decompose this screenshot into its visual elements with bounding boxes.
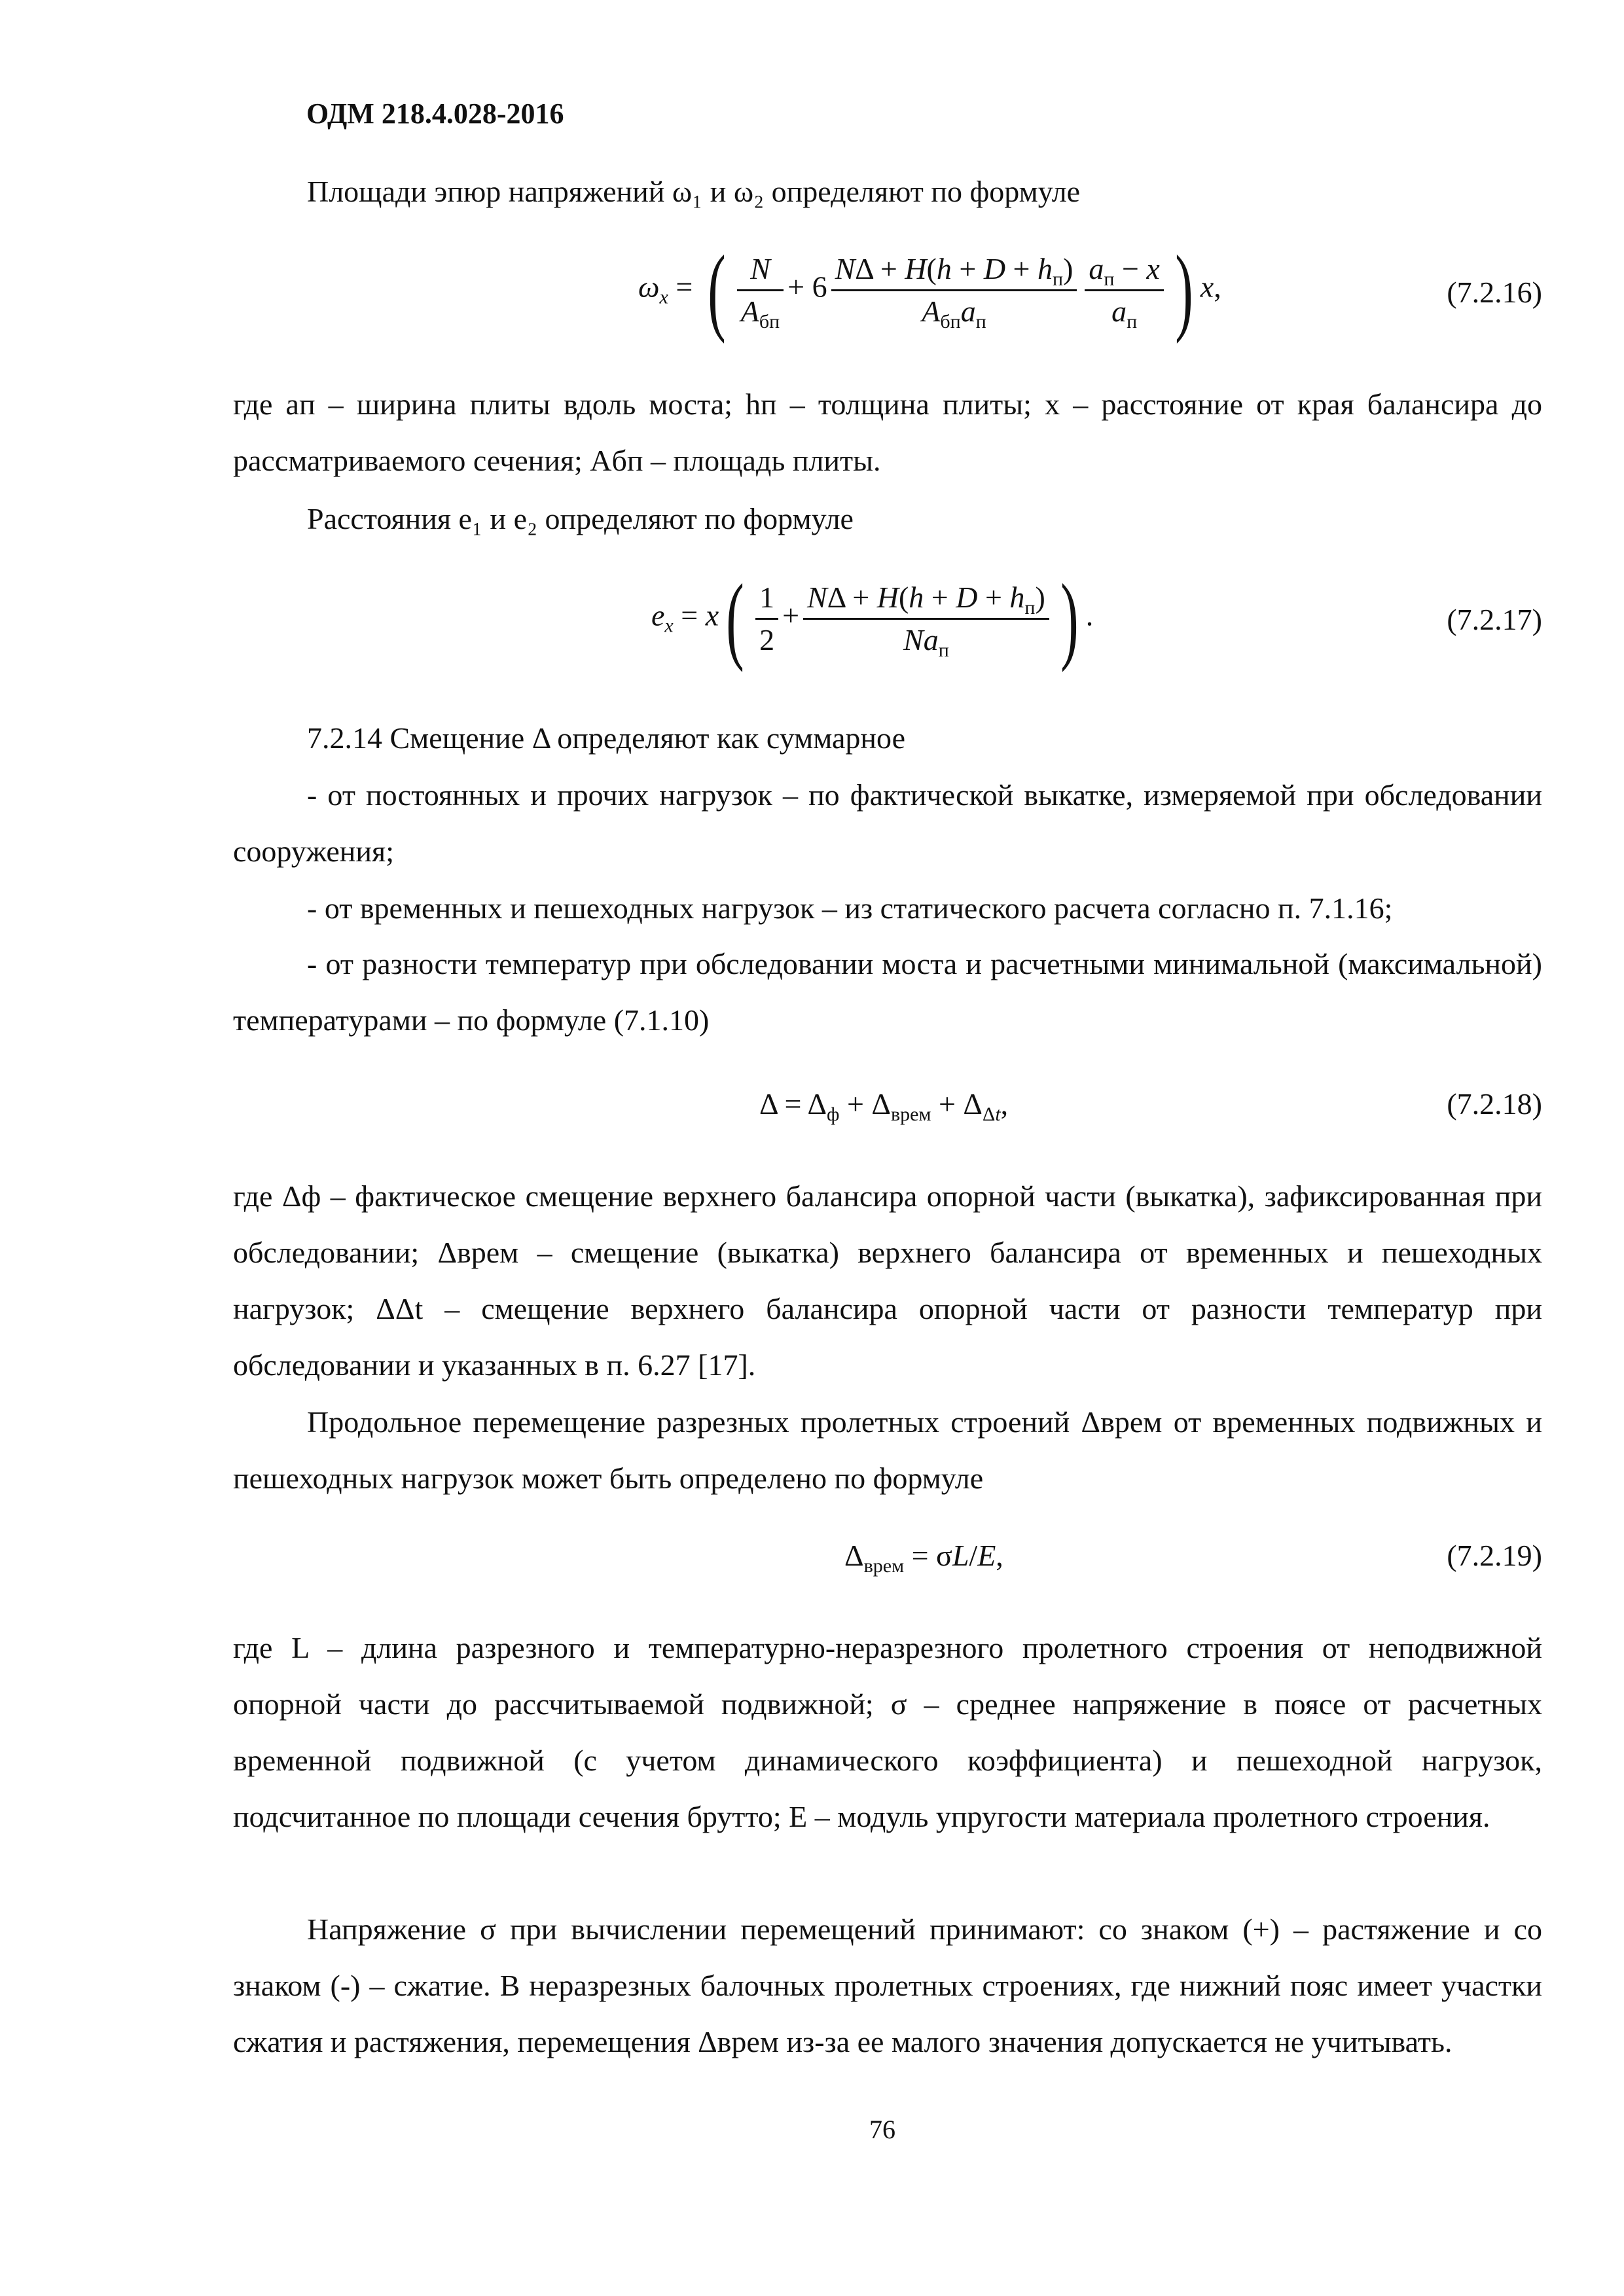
equation-number: (7.2.16) [1447, 276, 1542, 309]
formula-7-2-18: $\Delta = \Delta_ф + \Delta_{врем} + \Delta_{\Delta t}$, [759, 1087, 1009, 1125]
paragraph-longitudinal-move: Продольное перемещение разрезных пролетных строений Δврем от временных подвижных и пешеходных нагрузок может быть определено по формуле [233, 1405, 1542, 1495]
formula-7-2-19: $\Delta_{врем} = \sigma L/E$, [844, 1539, 1003, 1577]
list-item-permanent-loads: - от постоянных и прочих нагрузок – по фактической выкатке, измеряемой при обследовании сооружения; [233, 778, 1542, 868]
equation-number: (7.2.19) [1447, 1539, 1542, 1572]
paragraph-distances-intro: Расстояния e₁ и e₂ определяют по формуле [307, 502, 854, 535]
paragraph-omega-intro: Площади эпюр напряжений ω₁ и ω₂ определяют по формуле [307, 175, 1081, 208]
paragraph-definitions-2: где Δф – фактическое смещение верхнего балансира опорной части (выкатка), зафиксированная при обследовании; Δврем – смещение (выкатка) верхнего балансира от временных и пешеходных нагрузок; ΔΔt – смещение верхнего балансира опорной части от разности температур при обследовании и указанных в п. 6.27 [17]. [233, 1179, 1542, 1382]
list-item-temporary-loads: - от временных и пешеходных нагрузок – из статического расчета согласно п. 7.1.16; [307, 891, 1393, 925]
equation-number: (7.2.18) [1447, 1087, 1542, 1121]
paragraph-definitions-3: где L – длина разрезного и температурно-неразрезного пролетного строения от неподвижной опорной части до рассчитываемой подвижной; σ – среднее напряжение в поясе от расчетных временной подвижной (с учетом динамического коэффициента) и пешеходной нагрузок, подсчитанное по площади сечения брутто; E – модуль упругости материала пролетного строения. [233, 1631, 1542, 1833]
page-number: 76 [869, 2115, 895, 2144]
formula-7-2-16: $\omega_x$ = ( $\frac{N}{A_{бп}}$ + 6 $\frac{N\Delta + H(h + D + h_п)}{A_{бп}a_п}$ $\frac{a_п - x}{a_п}$ ) x, [638, 236, 1221, 344]
list-item-temperature: - от разности температур при обследовании моста и расчетными минимальной (максимальной) температурами – по формуле (7.1.10) [233, 947, 1542, 1037]
equation-number: (7.2.17) [1447, 603, 1542, 636]
paragraph-stress-sign: Напряжение σ при вычислении перемещений принимают: со знаком (+) – растяжение и со знаком (-) – сжатие. В неразрезных балочных пролетных строениях, где нижний пояс имеет участки сжатия и растяжения, перемещения Δврем из-за ее малого значения допускается не учитывать. [233, 1912, 1542, 2058]
paragraph-definitions-1: где aп – ширина плиты вдоль моста; hп – толщина плиты; x – расстояние от края балансира до рассматриваемого сечения; Aбп – площадь плиты. [233, 387, 1542, 477]
paragraph-section-7-2-14: 7.2.14 Смещение Δ определяют как суммарное [307, 721, 906, 755]
formula-7-2-17: $e_x = x$( $\frac{1}{2}$ + $\frac{N\Delta + H(h + D + h_п)}{Na_п}$ ) . [651, 564, 1094, 673]
document-code: ОДМ 218.4.028-2016 [306, 98, 564, 130]
